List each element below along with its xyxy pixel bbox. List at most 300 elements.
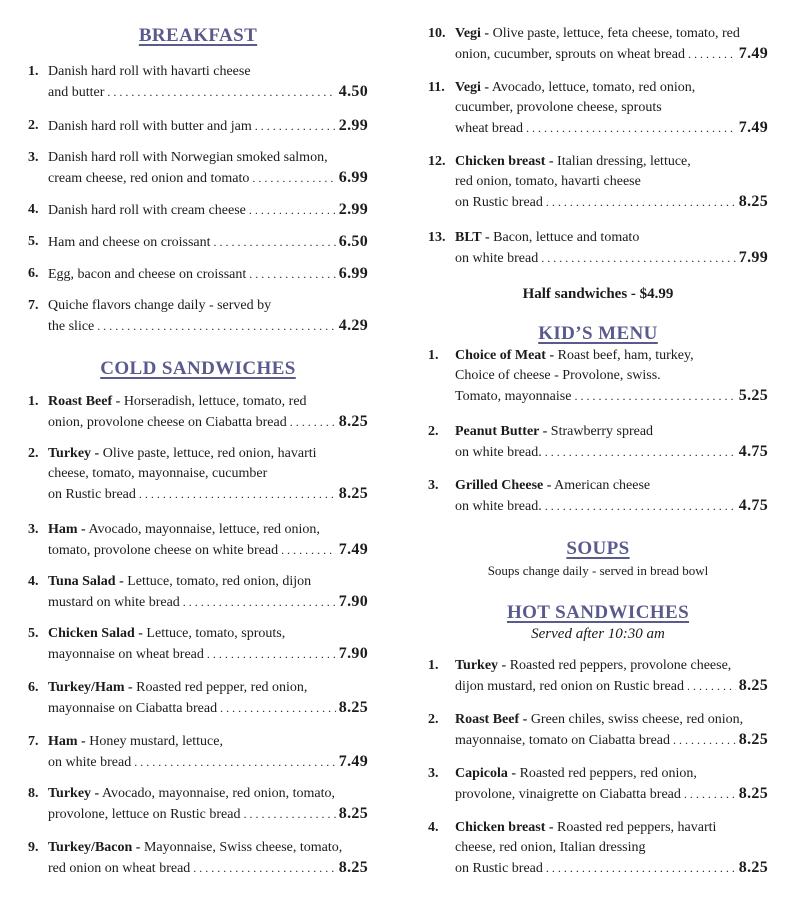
item-text xyxy=(48,485,136,505)
item-price: 4.75 xyxy=(738,443,768,460)
item-text: on white bread. xyxy=(455,445,542,460)
dot-leader xyxy=(281,540,336,560)
item-line xyxy=(48,678,368,698)
dot-leader xyxy=(574,386,735,406)
dot-leader xyxy=(97,316,336,336)
item-text: provolone, vinaigrette on Ciabatta bread xyxy=(455,787,681,802)
item-name: Roast Beef - xyxy=(48,394,121,409)
menu-item xyxy=(28,296,368,337)
item-text: mayonnaise on Ciabatta bread xyxy=(48,701,218,716)
item-text xyxy=(48,317,94,337)
item-line xyxy=(455,346,768,366)
item-text xyxy=(48,413,287,433)
item-number: 2. xyxy=(28,118,39,133)
item-text: Mayonnaise, Swiss cheese, tomato, xyxy=(140,840,343,855)
item-description xyxy=(455,346,768,407)
price-line xyxy=(455,192,768,213)
item-text: cream cheese, red onion and tomato xyxy=(48,171,250,186)
item-number: 10. xyxy=(428,26,446,41)
price-line xyxy=(455,386,768,407)
item-number: 13. xyxy=(428,230,446,245)
price-line xyxy=(455,676,768,697)
price-line xyxy=(455,784,768,805)
item-text: cheese, red onion, Italian dressing xyxy=(455,840,646,855)
dot-leader xyxy=(526,118,736,138)
item-text: Avocado, mayonnaise, lettuce, red onion, xyxy=(85,522,320,537)
item-description xyxy=(48,678,368,719)
item-text xyxy=(48,201,246,221)
item-text xyxy=(48,859,190,879)
item-line xyxy=(48,392,368,412)
menu-item xyxy=(28,392,368,433)
item-description xyxy=(455,228,768,269)
item-number: 12. xyxy=(428,154,446,169)
item-name: Turkey - xyxy=(48,446,100,461)
item-number: 3. xyxy=(428,478,439,493)
dot-leader xyxy=(687,676,736,696)
item-number: 9. xyxy=(28,840,39,855)
item-line xyxy=(455,152,768,172)
item-price: 6.99 xyxy=(338,265,368,282)
item-text: on Rustic bread xyxy=(455,195,543,210)
item-text: Choice of cheese - Provolone, swiss. xyxy=(455,368,661,383)
item-price: 4.29 xyxy=(338,317,368,334)
item-text: American cheese xyxy=(551,478,651,493)
item-number: 2. xyxy=(428,712,439,727)
item-text: Danish hard roll with Norwegian smoked salmon, xyxy=(48,150,328,165)
menu-item xyxy=(28,838,368,879)
item-description xyxy=(48,392,368,433)
item-line xyxy=(48,296,368,316)
item-line xyxy=(48,732,368,752)
dot-leader xyxy=(290,412,336,432)
item-text xyxy=(455,731,670,751)
item-text xyxy=(455,859,543,879)
item-line xyxy=(455,818,768,838)
item-line xyxy=(455,98,768,118)
menu-item xyxy=(428,346,768,407)
menu-item xyxy=(28,264,368,285)
item-price: 8.25 xyxy=(338,805,368,822)
item-line xyxy=(455,24,768,44)
item-price: 5.25 xyxy=(738,387,768,404)
item-name: Tuna Salad - xyxy=(48,574,124,589)
item-text: the slice xyxy=(48,319,95,334)
item-name: Roast Beef - xyxy=(455,712,528,727)
price-line xyxy=(48,168,368,189)
menu-item xyxy=(28,520,368,561)
price-line xyxy=(48,698,368,719)
item-description xyxy=(48,624,368,665)
item-price: 8.25 xyxy=(738,731,768,748)
menu-item xyxy=(28,116,368,137)
item-text: Tomato, mayonnaise xyxy=(455,389,572,404)
price-line xyxy=(48,752,368,773)
item-name: Ham - xyxy=(48,734,86,749)
item-text xyxy=(455,119,523,139)
item-name: Turkey/Bacon - xyxy=(48,840,141,855)
item-name: BLT - xyxy=(455,230,490,245)
menu-item xyxy=(28,678,368,719)
item-text xyxy=(48,265,246,285)
dot-leader xyxy=(255,116,336,136)
dot-leader xyxy=(688,44,736,64)
item-description xyxy=(48,444,368,505)
item-number: 6. xyxy=(28,266,39,281)
item-description xyxy=(48,732,368,773)
item-name: Capicola - xyxy=(455,766,517,781)
item-text: tomato, provolone cheese on white bread xyxy=(48,543,279,558)
item-description xyxy=(48,200,368,221)
price-line xyxy=(455,496,768,517)
menu-item xyxy=(428,422,768,463)
item-text xyxy=(455,785,681,805)
item-text: Lettuce, tomato, red onion, dijon xyxy=(123,574,312,589)
item-line xyxy=(455,476,768,496)
item-line xyxy=(455,366,768,386)
hot-sandwiches-heading: HOT SANDWICHES xyxy=(506,602,690,623)
item-line xyxy=(455,838,768,858)
item-description xyxy=(48,784,368,825)
item-text: wheat bread xyxy=(455,121,524,136)
item-text: Roasted red pepper, red onion, xyxy=(132,680,308,695)
item-price: 2.99 xyxy=(338,117,368,134)
item-number: 2. xyxy=(28,446,39,461)
item-line xyxy=(455,78,768,98)
menu-item xyxy=(428,710,768,751)
dot-leader xyxy=(193,858,336,878)
item-number: 7. xyxy=(28,298,39,313)
item-text: Roasted red peppers, provolone cheese, xyxy=(506,658,732,673)
item-text xyxy=(455,45,685,65)
item-text xyxy=(455,443,542,463)
item-text xyxy=(48,645,204,665)
price-line xyxy=(48,484,368,505)
item-price: 8.25 xyxy=(738,677,768,694)
item-text: Avocado, lettuce, tomato, red onion, xyxy=(489,80,696,95)
item-price: 7.49 xyxy=(738,119,768,136)
price-line xyxy=(48,858,368,879)
dot-leader xyxy=(673,730,736,750)
menu-item xyxy=(28,784,368,825)
item-text: Danish hard roll with cream cheese xyxy=(48,203,246,218)
menu-item xyxy=(428,152,768,213)
item-line xyxy=(48,572,368,592)
item-name: Ham - xyxy=(48,522,86,537)
item-name: Vegi - xyxy=(455,80,490,95)
item-text: Quiche flavors change daily - served by xyxy=(48,298,272,313)
item-description xyxy=(48,62,368,103)
item-text: Roasted red peppers, red onion, xyxy=(516,766,697,781)
item-price: 8.25 xyxy=(338,413,368,430)
item-text: Olive paste, lettuce, feta cheese, tomato, red xyxy=(489,26,740,41)
price-line xyxy=(455,44,768,65)
menu-item xyxy=(28,624,368,665)
price-line xyxy=(48,540,368,561)
price-line xyxy=(48,316,368,337)
item-text: provolone, lettuce on Rustic bread xyxy=(48,807,241,822)
item-text: Avocado, mayonnaise, red onion, tomato, xyxy=(99,786,335,801)
item-price: 2.99 xyxy=(338,201,368,218)
half-sandwiches-note: Half sandwiches - $4.99 xyxy=(522,286,674,302)
item-text xyxy=(48,699,217,719)
item-price: 6.50 xyxy=(338,233,368,250)
item-number: 5. xyxy=(28,626,39,641)
item-text xyxy=(48,169,249,189)
item-line xyxy=(48,624,368,644)
item-price: 7.90 xyxy=(338,645,368,662)
item-text: Honey mustard, lettuce, xyxy=(85,734,223,749)
item-number: 4. xyxy=(28,574,39,589)
item-description xyxy=(455,710,768,751)
item-description xyxy=(455,152,768,213)
item-line xyxy=(48,838,368,858)
item-line xyxy=(455,172,768,192)
dot-leader xyxy=(134,752,336,772)
item-text: cheese, tomato, mayonnaise, cucumber xyxy=(48,466,268,481)
item-line xyxy=(455,764,768,784)
item-text xyxy=(48,753,131,773)
item-number: 1. xyxy=(28,394,39,409)
menu-item xyxy=(428,818,768,879)
dot-leader xyxy=(545,496,736,516)
item-line xyxy=(48,148,368,168)
item-number: 3. xyxy=(428,766,439,781)
item-number: 8. xyxy=(28,786,39,801)
item-text: Lettuce, tomato, sprouts, xyxy=(142,626,286,641)
item-price: 7.49 xyxy=(338,753,368,770)
item-description xyxy=(48,148,368,189)
dot-leader xyxy=(139,484,336,504)
item-number: 6. xyxy=(28,680,39,695)
item-name: Vegi - xyxy=(455,26,490,41)
item-name: Chicken Salad - xyxy=(48,626,143,641)
item-number: 3. xyxy=(28,150,39,165)
menu-item xyxy=(28,232,368,253)
breakfast-heading: BREAKFAST xyxy=(138,25,258,46)
price-line xyxy=(455,248,768,269)
item-text: Olive paste, lettuce, red onion, havarti xyxy=(99,446,317,461)
price-line xyxy=(48,200,368,221)
item-text: and butter xyxy=(48,85,105,100)
item-description xyxy=(48,116,368,137)
dot-leader xyxy=(183,592,336,612)
item-number: 4. xyxy=(428,820,439,835)
item-text: Roasted red peppers, havarti xyxy=(553,820,717,835)
item-text: on Rustic bread xyxy=(455,861,543,876)
item-description xyxy=(48,232,368,253)
price-line xyxy=(455,442,768,463)
item-price: 8.25 xyxy=(338,485,368,502)
item-line xyxy=(455,228,768,248)
item-number: 1. xyxy=(428,348,439,363)
item-number: 2. xyxy=(428,424,439,439)
dot-leader xyxy=(243,804,335,824)
item-text xyxy=(455,387,571,407)
item-description xyxy=(455,656,768,697)
item-name: Turkey - xyxy=(48,786,100,801)
menu-item xyxy=(428,78,768,139)
item-number: 3. xyxy=(28,522,39,537)
menu-item xyxy=(28,444,368,505)
dot-leader xyxy=(220,698,336,718)
menu-item xyxy=(428,656,768,697)
item-description xyxy=(455,24,768,65)
item-name: Turkey/Ham - xyxy=(48,680,133,695)
price-line xyxy=(48,804,368,825)
dot-leader xyxy=(249,264,336,284)
item-line xyxy=(48,520,368,540)
item-text: on white bread xyxy=(455,251,539,266)
dot-leader xyxy=(546,192,736,212)
item-number: 7. xyxy=(28,734,39,749)
menu-item xyxy=(428,764,768,805)
item-price: 7.49 xyxy=(338,541,368,558)
item-number: 1. xyxy=(28,64,39,79)
item-number: 11. xyxy=(428,80,445,95)
item-description xyxy=(48,838,368,879)
price-line xyxy=(455,858,768,879)
item-text xyxy=(455,193,543,213)
price-line xyxy=(48,116,368,137)
dot-leader xyxy=(207,644,336,664)
item-text: Egg, bacon and cheese on croissant xyxy=(48,267,247,282)
item-description xyxy=(48,572,368,613)
item-text: dijon mustard, red onion on Rustic bread xyxy=(455,679,685,694)
item-line xyxy=(48,464,368,484)
dot-leader xyxy=(541,248,736,268)
item-description xyxy=(455,764,768,805)
dot-leader xyxy=(545,442,736,462)
price-line xyxy=(455,730,768,751)
item-price: 8.25 xyxy=(738,193,768,210)
price-line xyxy=(48,82,368,103)
item-name: Chicken breast - xyxy=(455,154,554,169)
item-name: Turkey - xyxy=(455,658,507,673)
item-text: Danish hard roll with havarti cheese xyxy=(48,64,251,79)
item-price: 6.99 xyxy=(338,169,368,186)
item-name: Peanut Butter - xyxy=(455,424,548,439)
price-line xyxy=(455,118,768,139)
item-text: mayonnaise, tomato on Ciabatta bread xyxy=(455,733,670,748)
item-price: 8.25 xyxy=(738,785,768,802)
dot-leader xyxy=(249,200,336,220)
dot-leader xyxy=(546,858,736,878)
price-line xyxy=(48,232,368,253)
item-text xyxy=(455,249,538,269)
item-text xyxy=(48,233,211,253)
item-text xyxy=(48,805,240,825)
item-text xyxy=(48,593,180,613)
item-price: 7.99 xyxy=(738,249,768,266)
dot-leader xyxy=(684,784,736,804)
dot-leader xyxy=(107,82,335,102)
item-text: red onion, tomato, havarti cheese xyxy=(455,174,641,189)
menu-item xyxy=(28,732,368,773)
item-text xyxy=(48,83,104,103)
item-price: 7.49 xyxy=(738,45,768,62)
item-text: on white bread xyxy=(48,755,132,770)
item-name: Grilled Cheese - xyxy=(455,478,552,493)
dot-leader xyxy=(252,168,335,188)
item-price: 8.25 xyxy=(338,859,368,876)
item-line xyxy=(455,656,768,676)
item-text: Green chiles, swiss cheese, red onion, xyxy=(527,712,744,727)
item-text: mustard on white bread xyxy=(48,595,180,610)
item-price: 4.50 xyxy=(338,83,368,100)
item-text: onion, provolone cheese on Ciabatta bread xyxy=(48,415,287,430)
menu-item xyxy=(28,572,368,613)
menu-item xyxy=(428,24,768,65)
item-text: Strawberry spread xyxy=(547,424,654,439)
menu-item xyxy=(28,200,368,221)
item-description xyxy=(455,476,768,517)
item-text: Ham and cheese on croissant xyxy=(48,235,211,250)
item-description xyxy=(455,78,768,139)
item-text xyxy=(48,541,278,561)
menu-item xyxy=(28,148,368,189)
price-line xyxy=(48,592,368,613)
cold-sandwiches-heading: COLD SANDWICHES xyxy=(100,358,296,379)
item-number: 4. xyxy=(28,202,39,217)
item-line xyxy=(455,710,768,730)
item-text: Horseradish, lettuce, tomato, red xyxy=(120,394,307,409)
item-text xyxy=(455,677,684,697)
item-line xyxy=(48,62,368,82)
price-line xyxy=(48,412,368,433)
item-text: cucumber, provolone cheese, sprouts xyxy=(455,100,662,115)
price-line xyxy=(48,264,368,285)
item-line xyxy=(48,784,368,804)
menu-item xyxy=(28,62,368,103)
item-text: red onion on wheat bread xyxy=(48,861,191,876)
price-line xyxy=(48,644,368,665)
item-description xyxy=(48,264,368,285)
item-text: on white bread. xyxy=(455,499,542,514)
item-price: 8.25 xyxy=(738,859,768,876)
dot-leader xyxy=(214,232,336,252)
item-price: 7.90 xyxy=(338,593,368,610)
item-text: Roast beef, ham, turkey, xyxy=(554,348,694,363)
item-number: 1. xyxy=(428,658,439,673)
item-number: 5. xyxy=(28,234,39,249)
item-description xyxy=(48,296,368,337)
item-name: Chicken breast - xyxy=(455,820,554,835)
item-text: Italian dressing, lettuce, xyxy=(553,154,691,169)
item-text xyxy=(48,117,252,137)
item-description xyxy=(455,818,768,879)
menu-item xyxy=(428,476,768,517)
soups-heading: SOUPS xyxy=(566,538,630,559)
hot-sandwiches-subtitle: Served after 10:30 am xyxy=(531,626,665,642)
item-description xyxy=(48,520,368,561)
kids-menu-heading: KID’S MENU xyxy=(538,323,658,344)
soups-note: Soups change daily - served in bread bowl xyxy=(487,563,709,578)
item-description xyxy=(455,422,768,463)
menu-item xyxy=(428,228,768,269)
item-line xyxy=(48,444,368,464)
item-text: mayonnaise on wheat bread xyxy=(48,647,204,662)
item-text xyxy=(455,497,542,517)
item-text: Danish hard roll with butter and jam xyxy=(48,119,252,134)
item-price: 8.25 xyxy=(338,699,368,716)
item-text: Bacon, lettuce and tomato xyxy=(489,230,640,245)
item-text: on Rustic bread xyxy=(48,487,136,502)
item-name: Choice of Meat - xyxy=(455,348,555,363)
item-line xyxy=(455,422,768,442)
item-price: 4.75 xyxy=(738,497,768,514)
item-text: onion, cucumber, sprouts on wheat bread xyxy=(455,47,685,62)
